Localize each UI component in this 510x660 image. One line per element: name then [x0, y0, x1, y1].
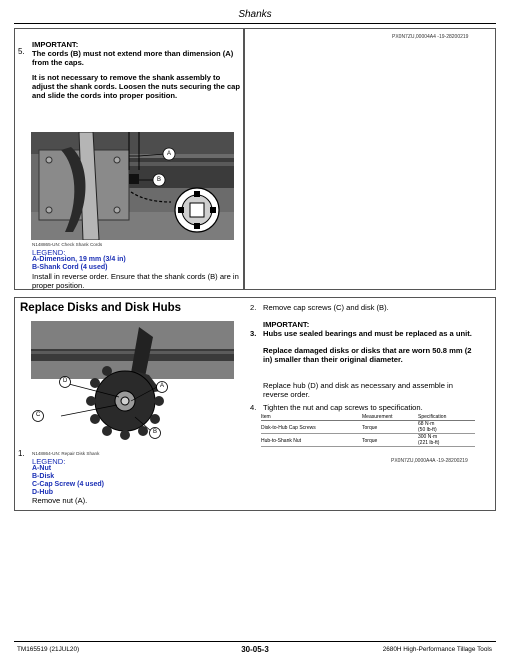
section-legend-a: A-Nut: [32, 465, 52, 472]
replace-hub-text: Replace hub (D) and disk as necessary and assemble in reverse order.: [263, 381, 453, 399]
disk-repair-illustration: [31, 321, 234, 446]
table-row: [261, 434, 475, 447]
section-legend-c: C-Cap Screw (4 used): [32, 481, 104, 488]
spec-value-metric: 68 N·m: [418, 421, 435, 427]
spec-row-measurement: Torque: [362, 434, 418, 447]
important-label: IMPORTANT:: [32, 40, 79, 49]
step-3-text: Hubs use sealed bearings and must be replaced as a unit.: [263, 329, 472, 338]
spec-value-imperial: (221 lb-ft): [418, 440, 440, 446]
disk-callout-c: C: [36, 412, 41, 418]
top-right-panel: [244, 28, 496, 290]
spec-value-metric: 300 N·m: [418, 434, 438, 440]
footer-manual-title: 2680H High-Performance Tillage Tools: [382, 646, 492, 653]
disk-callout-d: D: [63, 378, 68, 384]
step-5-number: 5.: [18, 47, 25, 56]
spec-row-measurement: Torque: [362, 421, 418, 434]
step-4-text: Tighten the nut and cap screws to specification.: [263, 403, 423, 412]
replace-disks-text: Replace damaged disks or disks that are worn 50.8 mm (2 in) smaller than their original diameter.: [263, 346, 472, 364]
top-reference-id: PX0N7ZU,00004A4 -19-28200219: [392, 34, 469, 40]
torque-spec-table: [261, 414, 475, 447]
spec-row-item: Hub-to-Shank Nut: [261, 434, 362, 447]
spec-value-imperial: (50 lb-ft): [418, 427, 437, 433]
disk-callout-b: B: [153, 429, 158, 435]
callout-a-label: A: [167, 151, 172, 157]
important-cords-text: The cords (B) must not extend more than dimension (A) from the caps.: [32, 49, 234, 67]
section-title: Replace Disks and Disk Hubs: [20, 302, 182, 314]
step-4-number: 4.: [250, 403, 257, 412]
disk-callout-a: A: [160, 383, 165, 389]
section-legend-d: D-Hub: [32, 489, 53, 496]
install-reverse-text: Install in reverse order. Ensure that the shank cords (B) are in proper position.: [32, 272, 239, 290]
spec-row-item: Disk-to-Hub Cap Screws: [261, 421, 362, 434]
spec-header-specification: Specification: [418, 414, 475, 421]
step-1-number: 1.: [18, 449, 25, 458]
section-legend-title: LEGEND:: [32, 457, 66, 466]
footer-page-number: 30-05-3: [241, 645, 269, 654]
header-rule: [14, 23, 496, 24]
spec-header-item: Item: [261, 414, 362, 421]
step-2-text: Remove cap screws (C) and disk (B).: [263, 303, 389, 312]
check-cords-caption: N148865-UN: Check Shank Cords: [32, 242, 103, 247]
page-header-title: Shanks: [238, 9, 272, 20]
legend-item-a: A-Dimension, 19 mm (3/4 in): [32, 256, 126, 263]
spec-header-measurement: Measurement: [362, 414, 418, 421]
footer-doc-id: TM165519 (21JUL20): [17, 646, 80, 653]
section-important-label: IMPORTANT:: [263, 320, 310, 329]
step-3-number: 3.: [250, 329, 257, 338]
legend-item-b: B-Shank Cord (4 used): [32, 264, 108, 271]
legend-title: LEGEND:: [32, 248, 66, 257]
section-legend-b: B-Disk: [32, 473, 55, 480]
table-row: [261, 421, 475, 434]
remove-nut-text: Remove nut (A).: [32, 496, 88, 505]
shank-cords-illustration: [31, 132, 234, 240]
section-reference-id: PX0N7ZU,0000A4A -19-28200219: [391, 458, 468, 464]
adjust-cords-paragraph: It is not necessary to remove the shank assembly to adjust the shank cords. Loosen the nuts securing the cap and slide the cords into proper position.: [32, 73, 241, 100]
spec-row-value: [418, 434, 475, 447]
step-2-number: 2.: [250, 303, 257, 312]
disk-caption: N148864-UN: Repair Disk Shank: [32, 451, 100, 456]
callout-b-label: B: [157, 177, 162, 183]
footer-rule: [14, 641, 496, 642]
spec-row-value: [418, 421, 475, 434]
